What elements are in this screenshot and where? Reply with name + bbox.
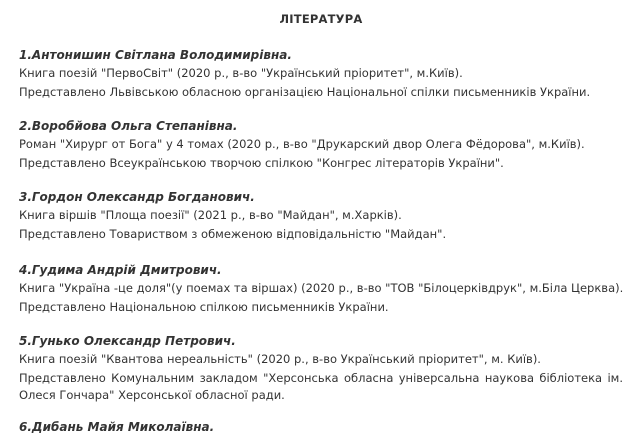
author-name: 2.Воробйова Ольга Степанівна. — [19, 119, 238, 133]
author-name: 1.Антонишин Світлана Володимирівна. — [19, 48, 292, 62]
author-name: 6.Дибань Майя Миколаївна. — [19, 420, 215, 434]
book-info: Книга поезій "ПервоСвіт" (2020 р., в-во "Український пріоритет", м.Київ). — [19, 66, 463, 80]
presented-by: Представлено Всеукраїнською творчою спілкою "Конгрес літераторів України". — [19, 156, 504, 170]
list-item — [19, 333, 623, 404]
presented-by: Представлено Львівською обласною організацією Національної спілки письменників України. — [19, 85, 591, 99]
book-info: Роман "Хирург от Бога" у 4 томах (2020 р., в-во "Друкарский двор Олега Фёдорова", м.Київ). — [19, 137, 585, 151]
author-name: 4.Гудима Андрій Дмитрович. — [19, 263, 222, 277]
presented-by: Представлено Товариством з обмеженою відповідальністю "Майдан". — [19, 227, 447, 241]
author-name: 5.Гунько Олександр Петрович. — [19, 334, 236, 348]
list-item — [19, 47, 623, 102]
book-info: Книга "Україна -це доля"(у поемах та віршах) (2020 р., в-во "ТОВ "Білоцерківдрук", м.Біла Церква). — [19, 281, 624, 295]
page-title: ЛІТЕРАТУРА — [279, 12, 363, 26]
presented-by: Представлено Національною спілкою письменників України. — [19, 300, 389, 314]
book-info: Книга віршів "Площа поезії" (2021 р., в-во "Майдан", м.Харків). — [19, 208, 402, 222]
list-item — [19, 118, 623, 173]
author-name: 3.Гордон Олександр Богданович. — [19, 190, 255, 204]
list-item — [19, 419, 623, 436]
list-item — [19, 262, 623, 317]
book-info: Книга поезій "Квантова нереальність" (2020 р., в-во Український пріоритет", м. Київ). — [19, 352, 541, 366]
presented-by: Представлено Комунальним закладом "Херсонська обласна універсальна наукова бібліотека ім. Олеся Гончара" Херсонської обласної ради. — [19, 371, 623, 402]
list-item — [19, 189, 623, 244]
